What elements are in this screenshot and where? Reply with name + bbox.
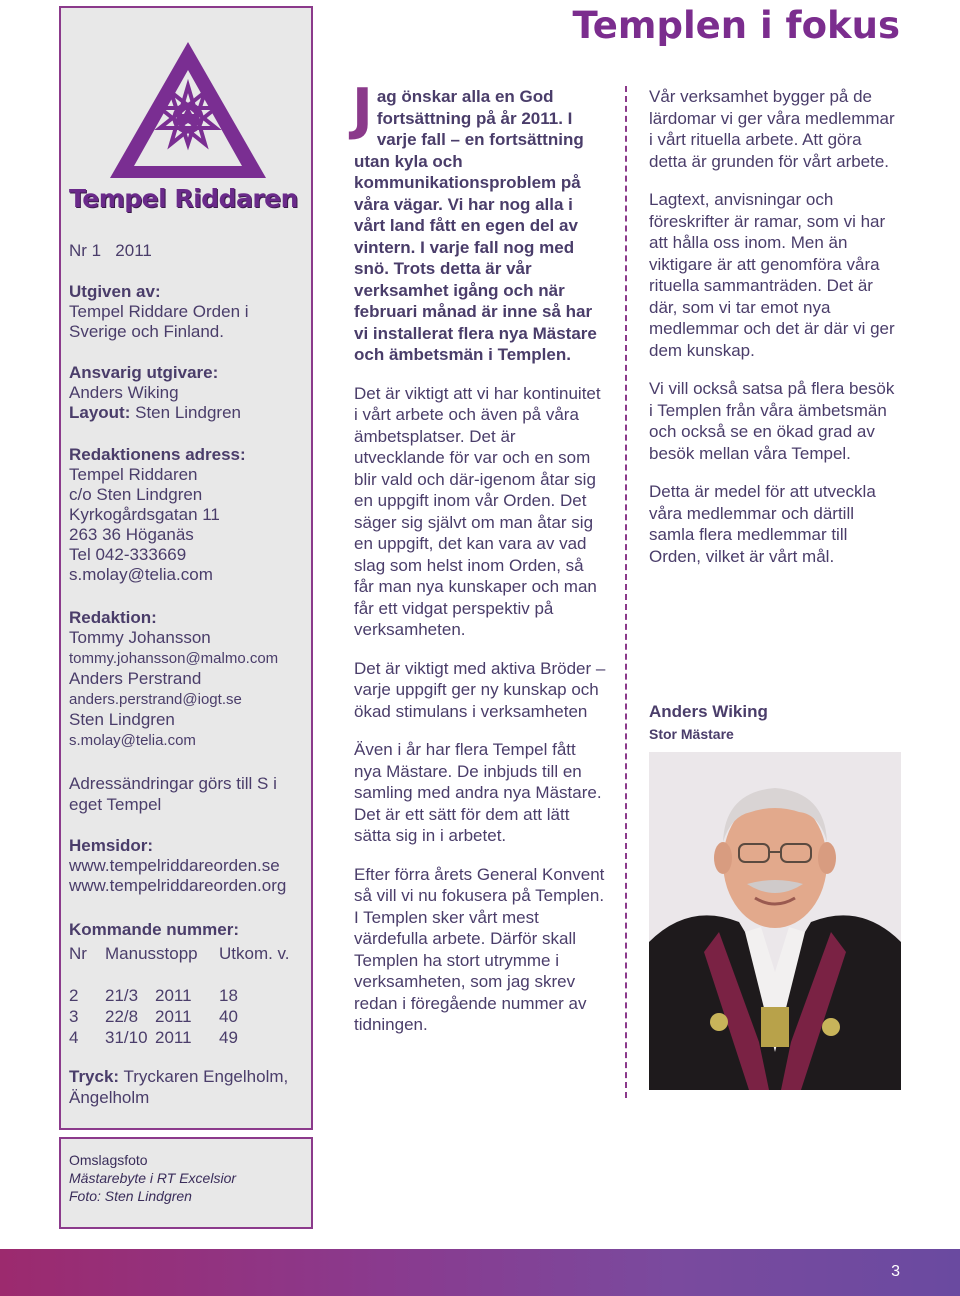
table-row: 4 31/10 2011 49 — [69, 1028, 238, 1047]
website-link[interactable]: www.tempelriddareorden.org — [69, 876, 287, 895]
article-paragraph: Det är viktigt att vi har kontinuitet i vårt arbete och även på våra ämbetsplatser. Det är utvecklande för var och en som blir vald och där-igenom åtar sig en uppgift inom vår Orden. Det säger sig självt om man åtar sig en uppgift, det kan vara av vad slag som helst inom Orden, så får man nya kunskaper och man får ett vidgat perspektiv på verksamheten. — [354, 383, 601, 639]
masthead-sidebar — [59, 6, 313, 1130]
editor-email-link[interactable]: anders.perstrand@iogt.se — [69, 691, 242, 708]
article-column-1 — [352, 77, 606, 1053]
drop-cap: J — [352, 77, 373, 142]
editor-email-link[interactable]: tommy.johansson@malmo.com — [69, 650, 279, 667]
upcoming-issues-table — [69, 943, 290, 1048]
address-email-link[interactable]: s.molay@telia.com — [69, 565, 213, 584]
article-paragraph: Detta är medel för att utveckla våra medlemmar och därtill samla flera medlemmar till Orden, vilket är vårt mål. — [649, 482, 876, 566]
address-block: Redaktionens adress: Tempel Riddaren c/o Sten Lindgren Kyrkogårdsgatan 11 263 36 Höganäs Tel 042-333669 s.molay@telia.com — [69, 445, 246, 584]
portrait-illustration — [649, 752, 901, 1090]
website-link[interactable]: www.tempelriddareorden.se — [69, 856, 280, 875]
upcoming-issues-block: Kommande nummer: Nr Manusstopp Utkom. v. 2 21/3 2011 18 3 22/8 2011 40 4 31/10 2011 49 — [69, 920, 290, 1047]
cover-caption: Omslagsfoto Mästarebyte i RT Excelsior Foto: Sten Lindgren — [69, 1152, 237, 1204]
article-paragraph: Lagtext, anvisningar och föreskrifter är ramar, som vi har att hålla oss inom. Men än viktigare är att genomföra våra rituella sammanträden. Det är där, som vi tar emot nya medlemmar och det är där vi ger dem kunskap. — [649, 190, 895, 360]
signature-name: Anders Wiking — [649, 702, 768, 721]
tempel-riddaren-logo — [108, 40, 268, 180]
article-intro: Jag önskar alla en God fortsättning på år 2011. I varje fall – en fortsättning utan kyla och kommunikationsproblem på våra vägar. Vi har nog alla i vårt land fått en egen del av vintern. I varje fall nog med snö. Trots detta är vår verksamhet igång och när februari månad är inne så har vi installerat flera nya Mästare och ämbetsmän i Templen. — [352, 77, 597, 364]
article-paragraph: Vi vill också satsa på flera besök i Templen från våra ämbetsmän och också se en ökad grad av besök mellan våra Tempel. — [649, 379, 895, 463]
triangle-star-logo-icon — [108, 40, 268, 180]
editor-email-link[interactable]: s.molay@telia.com — [69, 732, 196, 749]
article-paragraph: Vår verksamhet bygger på de lärdomar vi ger våra medlemmar i vårt rituella arbete. Att göra detta är grunden för vårt arbete. — [649, 87, 895, 171]
address-change-note: Adressändringar görs till S i eget Tempel — [69, 774, 277, 814]
publisher-block: Utgiven av: Tempel Riddare Orden i Sverige och Finland. — [69, 282, 249, 341]
table-header-row: Nr Manusstopp Utkom. v. — [69, 944, 290, 963]
page-number: 3 — [891, 1263, 900, 1280]
column-divider — [625, 86, 627, 1098]
websites-block: Hemsidor: www.tempelriddareorden.se www.tempelriddareorden.org — [69, 836, 287, 895]
responsible-block: Ansvarig utgivare: Anders Wiking Layout: Sten Lindgren — [69, 363, 241, 422]
printer-block: Tryck: Tryckaren Engelholm, Ängelholm — [69, 1067, 289, 1107]
logo-text: Tempel Riddaren — [69, 184, 298, 213]
article-paragraph: Det är viktigt med aktiva Bröder – varje uppgift ger ny kunskap och ökad stimulans i verksamheten — [354, 658, 606, 721]
article-column-2 — [649, 86, 901, 584]
table-row: 3 22/8 2011 40 — [69, 1007, 238, 1026]
table-row: 2 21/3 2011 18 — [69, 986, 238, 1005]
cover-photo-caption-box — [59, 1137, 313, 1229]
portrait-photo — [649, 752, 901, 1090]
article-paragraph: Även i år har flera Tempel fått nya Mästare. De inbjuds till en samling med andra nya Mästare. Det är ett sätt för dem att lätt sätta sig in i arbetet. — [354, 740, 602, 845]
article-paragraph: Efter förra årets General Konvent så vill vi nu fokusera på Templen. I Templen sker vårt mest värdefulla arbete. Därför skall Templen ha stort utrymme i verksamheten, som jag skrev redan i föregående nummer av tidningen. — [354, 864, 605, 1034]
editors-block: Redaktion: Tommy Johansson tommy.johansson@malmo.com Anders Perstrand anders.perstrand@iogt.se Sten Lindgren s.molay@telia.com — [69, 608, 279, 749]
signature-title: Stor Mästare — [649, 726, 734, 742]
page-header-title: Templen i fokus — [572, 4, 900, 47]
footer-band — [0, 1249, 960, 1296]
issue-number: Nr 1 2011 — [69, 241, 152, 260]
